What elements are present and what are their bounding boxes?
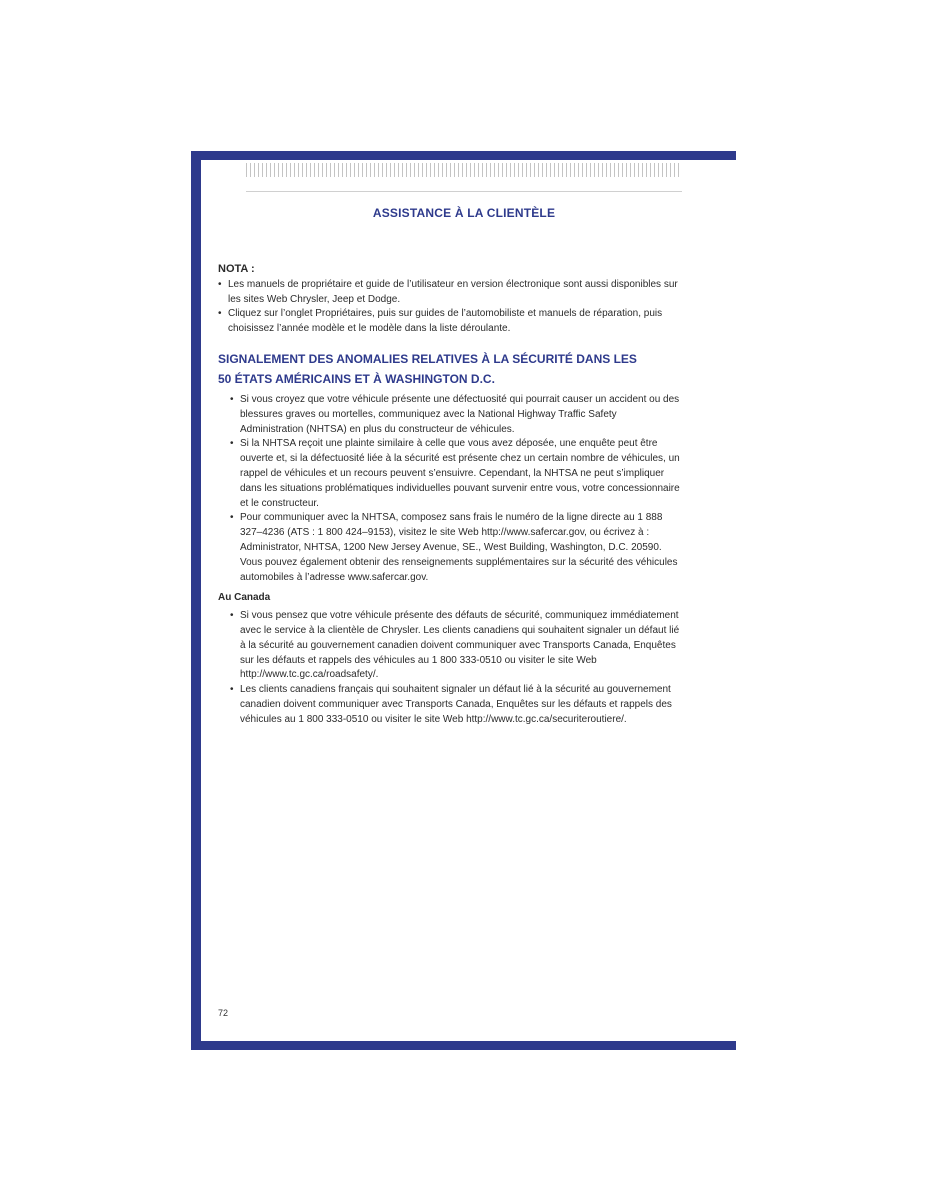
section2-item: • Les clients canadiens français qui souhaitent signaler un défaut lié à la sécurité au gouvernement canadien doivent communiquer avec Transports Canada, Enquêtes sur les défauts et rappels des véhicules au 1 800 333-0510 ou visiter le site Web http://www.tc.gc.ca/securiteroutiere/. (218, 683, 682, 727)
section1-item: • Si vous croyez que votre véhicule présente une défectuosité qui pourrait causer un accident ou des blessures graves ou mortelles, communiquez avec la National Highway Traffic Safety Administration (NHTSA) en plus du constructeur de véhicules. (218, 393, 682, 437)
page-frame-top-bar (191, 151, 736, 160)
nota-list (218, 278, 682, 337)
page-content (218, 262, 682, 728)
section1-list (218, 393, 682, 585)
nota-item: • Les manuels de propriétaire et guide de l’utilisateur en version électronique sont aussi disponibles sur les sites Web Chrysler, Jeep et Dodge. (218, 278, 682, 308)
header-divider (246, 191, 682, 192)
section1-heading (218, 349, 682, 389)
nota-label: NOTA : (218, 263, 255, 275)
page-frame-left-bar (191, 151, 201, 1050)
section1-item: • Pour communiquer avec la NHTSA, composez sans frais le numéro de la ligne directe au 1 888 327–4236 (ATS : 1 800 424–9153), visitez le site Web http://www.safercar.gov, ou écrivez à : Administrator, NHTSA, 1200 New Jersey Avenue, SE., West Building, Washington, D.C. 20590. Vous pouvez également obtenir des renseignements supplémentaires sur la sécurité des véhicules automobiles à l’adresse www.safercar.gov. (218, 511, 682, 585)
section2-item: • Si vous pensez que votre véhicule présente des défauts de sécurité, communiquez immédiatement avec le service à la clientèle de Chrysler. Les clients canadiens qui souhaitent signaler un défaut lié à la sécurité au gouvernement canadien doivent communiquer avec Transports Canada, Enquêtes sur les défauts et rappels des véhicules au 1 800 333-0510 ou visiter le site Web http://www.tc.gc.ca/roadsafety/. (218, 609, 682, 683)
section1-item: • Si la NHTSA reçoit une plainte similaire à celle que vous avez déposée, une enquête peut être ouverte et, si la défectuosité liée à la sécurité est présente chez un certain nombre de véhicules, un rappel de véhicules et un recours peuvent s’ensuivre. Cependant, la NHTSA ne peut s’impliquer dans les situations problématiques individuelles pouvant survenir entre vous, votre concessionnaire et le constructeur. (218, 437, 682, 511)
page-frame-bottom-bar (191, 1041, 736, 1050)
page-number: 72 (218, 1008, 229, 1018)
section1-heading-line2: 50 ÉTATS AMÉRICAINS ET À WASHINGTON D.C. (218, 371, 495, 386)
header-hatch-pattern (246, 163, 682, 177)
section2-heading: Au Canada (218, 592, 271, 604)
nota-item: • Cliquez sur l’onglet Propriétaires, puis sur guides de l’automobiliste et manuels de réparation, puis choisissez l’année modèle et le modèle dans la liste déroulante. (218, 307, 682, 337)
section2-list (218, 609, 682, 727)
section1-heading-line1: SIGNALEMENT DES ANOMALIES RELATIVES À LA SÉCURITÉ DANS LES (218, 351, 637, 366)
section-header-title: ASSISTANCE À LA CLIENTÈLE (372, 206, 556, 220)
